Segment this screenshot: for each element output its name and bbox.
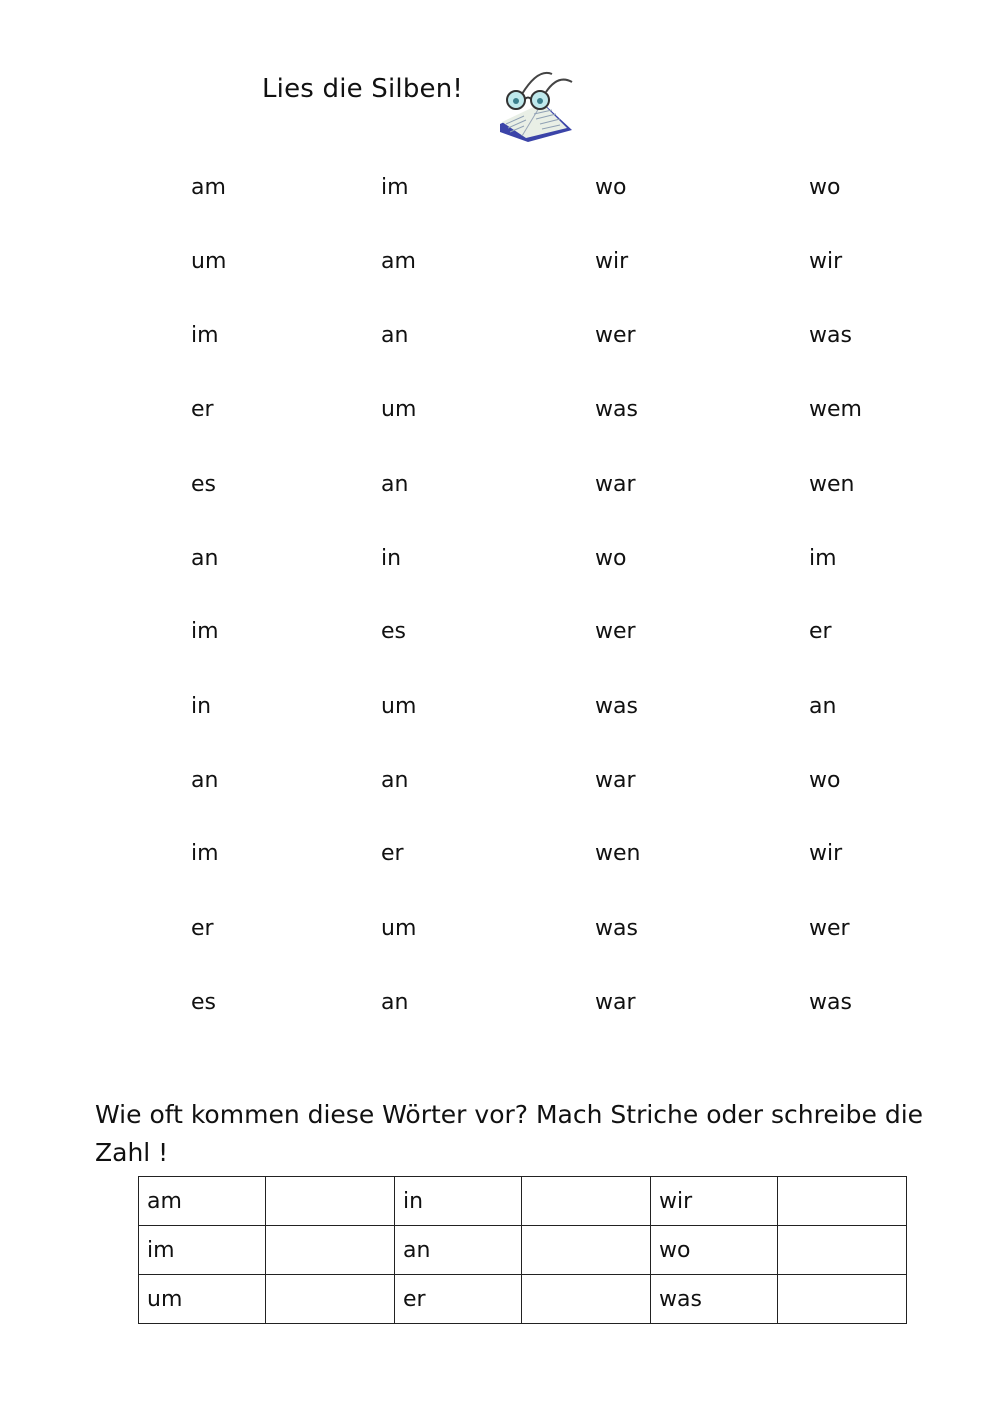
word-cell: an <box>395 1226 522 1275</box>
word-cell: im <box>139 1226 266 1275</box>
syllable-word: im <box>191 841 219 866</box>
syllable-word: im <box>809 546 837 571</box>
syllable-word: er <box>191 916 214 941</box>
count-answer-cell[interactable] <box>778 1177 907 1226</box>
syllable-word: wo <box>809 768 841 793</box>
syllable-word: war <box>595 472 636 497</box>
word-cell: am <box>139 1177 266 1226</box>
count-answer-cell[interactable] <box>778 1226 907 1275</box>
syllable-word: es <box>191 990 216 1015</box>
count-answer-cell[interactable] <box>266 1177 395 1226</box>
syllable-word: im <box>191 323 219 348</box>
count-answer-cell[interactable] <box>522 1275 651 1324</box>
table-row <box>139 1177 907 1226</box>
syllable-word: wer <box>595 323 636 348</box>
syllable-word: wir <box>809 249 843 274</box>
syllable-word: an <box>381 768 409 793</box>
syllable-word: wer <box>595 619 636 644</box>
table-row <box>139 1275 907 1324</box>
word-cell: wo <box>651 1226 778 1275</box>
syllable-word: an <box>381 323 409 348</box>
syllable-word: im <box>381 175 409 200</box>
syllable-word: er <box>809 619 832 644</box>
syllable-word: an <box>809 694 837 719</box>
syllable-word: was <box>809 990 852 1015</box>
syllable-word: wo <box>595 546 627 571</box>
word-cell: er <box>395 1275 522 1324</box>
syllable-word: wen <box>809 472 855 497</box>
syllable-word: an <box>381 472 409 497</box>
word-cell: um <box>139 1275 266 1324</box>
syllable-word: wir <box>595 249 629 274</box>
syllable-word: was <box>595 916 638 941</box>
syllable-word: es <box>191 472 216 497</box>
table-row <box>139 1226 907 1275</box>
syllable-word: am <box>381 249 416 274</box>
syllable-word: war <box>595 990 636 1015</box>
syllable-word: um <box>381 397 417 422</box>
syllable-word: wir <box>809 841 843 866</box>
syllable-word: an <box>191 546 219 571</box>
syllable-word: es <box>381 619 406 644</box>
syllable-word: was <box>595 397 638 422</box>
count-table <box>138 1176 907 1324</box>
syllable-word: im <box>191 619 219 644</box>
syllable-word: am <box>191 175 226 200</box>
syllable-word: in <box>381 546 402 571</box>
syllable-word: er <box>381 841 404 866</box>
syllable-word: um <box>191 249 227 274</box>
syllable-word: in <box>191 694 212 719</box>
count-answer-cell[interactable] <box>522 1177 651 1226</box>
syllable-word: wen <box>595 841 641 866</box>
syllable-word: an <box>381 990 409 1015</box>
syllable-word: was <box>809 323 852 348</box>
count-answer-cell[interactable] <box>778 1275 907 1324</box>
word-cell: wir <box>651 1177 778 1226</box>
page-title: Lies die Silben! <box>262 74 464 104</box>
word-cell: was <box>651 1275 778 1324</box>
syllable-word: wo <box>809 175 841 200</box>
word-cell: in <box>395 1177 522 1226</box>
count-answer-cell[interactable] <box>266 1226 395 1275</box>
syllable-word: um <box>381 916 417 941</box>
instruction-text: Wie oft kommen diese Wörter vor? Mach Striche oder schreibe die Zahl ! <box>95 1100 924 1167</box>
syllable-word: um <box>381 694 417 719</box>
syllable-word: wem <box>809 397 862 422</box>
count-answer-cell[interactable] <box>522 1226 651 1275</box>
count-answer-cell[interactable] <box>266 1275 395 1324</box>
syllable-word: wo <box>595 175 627 200</box>
syllable-word: er <box>191 397 214 422</box>
syllable-word: war <box>595 768 636 793</box>
syllable-word: an <box>191 768 219 793</box>
syllable-word: wer <box>809 916 850 941</box>
syllable-word: was <box>595 694 638 719</box>
